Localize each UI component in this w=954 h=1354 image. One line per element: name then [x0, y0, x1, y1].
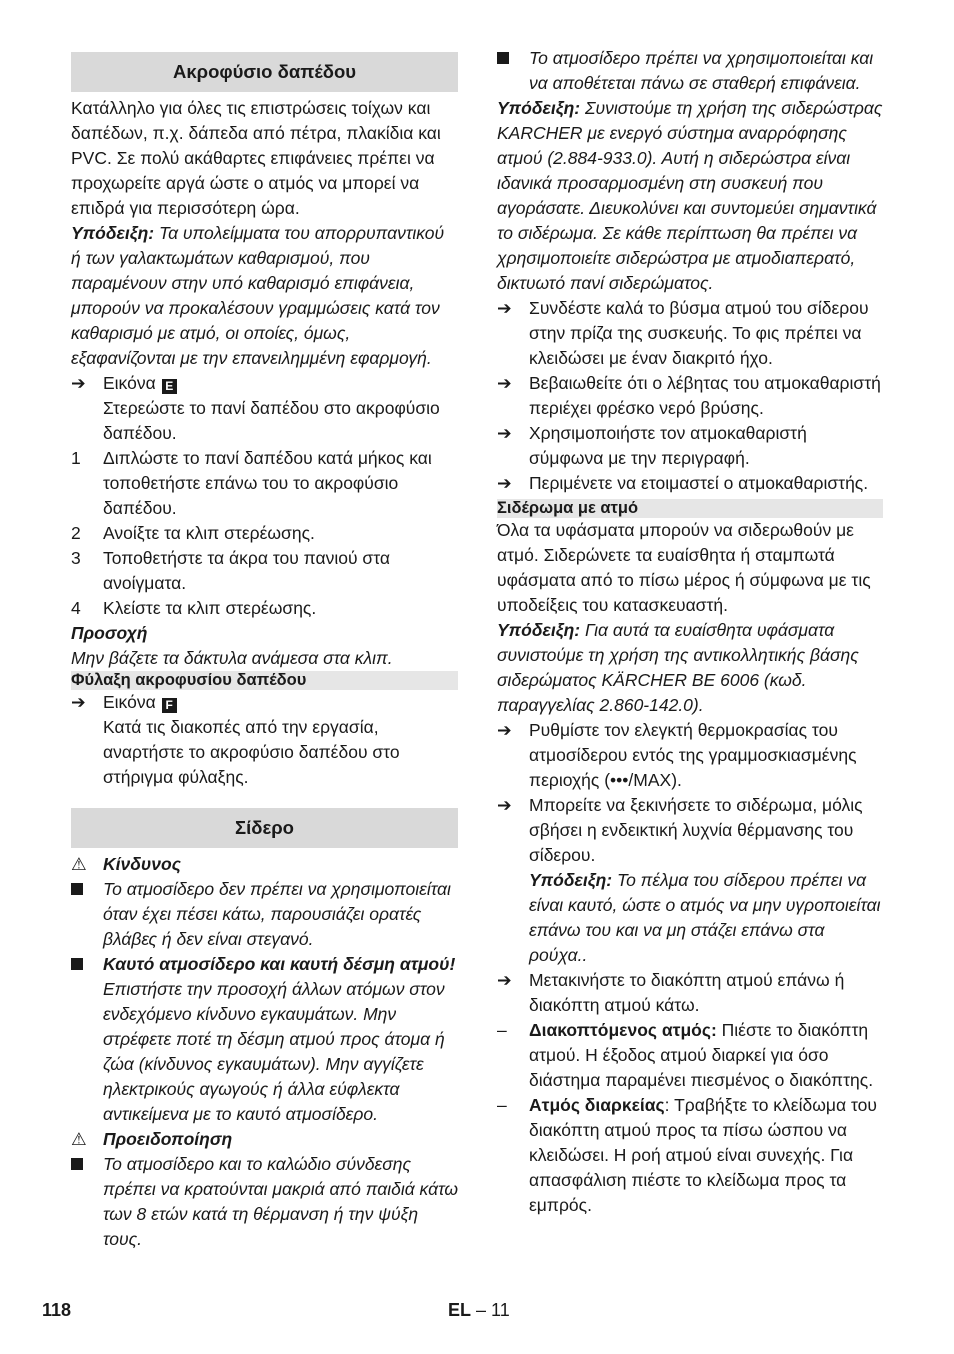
- arrow-icon: ➔: [497, 720, 512, 740]
- note-text: Τα υπολείμματα του απορρυπαντικού ή των γαλακτωμάτων καθαρισμού, που παραμένουν στην υπό καθαρισμό επιφάνεια, μπορούν να προκαλέσουν γραμμώσεις κατά τον καθαρισμό με ατμό, οι οποίες, όμως, εξαφανίζονται με την επανειλημμένη εφαρμογή.: [71, 223, 445, 368]
- figure-label: Εικόνα: [103, 373, 156, 393]
- instruction-item: ➔ Χρησιμοποιήστε τον ατμοκαθαριστή σύμφωνα με την περιγραφή.: [497, 421, 883, 471]
- bullet-item: Το ατμοσίδερο δεν πρέπει να χρησιμοποιείται όταν έχει πέσει κάτω, παρουσιάζει ορατές βλάβες ή δεν είναι στεγανό.: [71, 877, 458, 952]
- subheading-steam-ironing: Σιδέρωμα με ατμό: [497, 499, 883, 518]
- instruction-item: ➔ Συνδέστε καλά το βύσμα ατμού του σίδερου στην πρίζα της συσκευής. Το φις πρέπει να κλειδώσει με έναν διακριτό ήχο.: [497, 296, 883, 371]
- square-bullet-icon: [71, 958, 83, 970]
- subheading-storage: Φύλαξη ακροφυσίου δαπέδου: [71, 671, 458, 690]
- arrow-icon: ➔: [497, 795, 512, 815]
- left-column: [71, 52, 458, 1252]
- arrow-icon: ➔: [497, 970, 512, 990]
- instruction-text: Στερεώστε το πανί δαπέδου στο ακροφύσιο δαπέδου.: [103, 398, 440, 443]
- section-heading-floor-nozzle: Ακροφύσιο δαπέδου: [71, 52, 458, 92]
- dash-marker: –: [497, 1020, 507, 1040]
- step-item: [71, 546, 458, 596]
- figure-letter-badge: F: [162, 698, 177, 713]
- note: Υπόδειξη: Για αυτά τα ευαίσθητα υφάσματα συνιστούμε τη χρήση της αντικολλητικής βάσης σιδερώματος KÄRCHER BE 6006 (κωδ. παραγγελίας 2.860-142.0).: [497, 620, 859, 715]
- arrow-icon: ➔: [71, 692, 86, 712]
- step-number: 2: [71, 523, 81, 543]
- step-number: 4: [71, 598, 81, 618]
- instruction-list: [497, 296, 883, 496]
- step-text: Ανοίξτε τα κλιπ στερέωσης.: [103, 523, 315, 543]
- warning-triangle-icon: ⚠: [71, 1129, 87, 1149]
- step-text: Τοποθετήστε τα άκρα του πανιού στα ανοίγματα.: [103, 548, 390, 593]
- page-number: 118: [42, 1300, 72, 1320]
- figure-ref: [71, 371, 458, 396]
- step-number: 1: [71, 448, 81, 468]
- dash-marker: –: [497, 1095, 507, 1115]
- caution-text: Μην βάζετε τα δάκτυλα ανάμεσα στα κλιπ.: [71, 648, 393, 668]
- step-text: Κλείστε τα κλιπ στερέωσης.: [103, 598, 317, 618]
- section-heading-iron: Σίδερο: [71, 808, 458, 848]
- figure-ref: [71, 690, 458, 715]
- danger-label: Κίνδυνος: [103, 854, 181, 874]
- square-bullet-icon: [71, 1158, 83, 1170]
- bullet-item: Το ατμοσίδερο και το καλώδιο σύνδεσης πρέπει να κρατούνται μακριά από παιδιά κάτω των 8 ετών κατά τη θέρμανση ή την ψύξη τους.: [71, 1152, 458, 1252]
- right-column: [497, 46, 883, 1218]
- numbered-steps: [71, 446, 458, 621]
- step-item: [71, 521, 458, 546]
- bullet-item: Καυτό ατμοσίδερο και καυτή δέσμη ατμού! Επιστήστε την προσοχή άλλων ατόμων στον ενδεχόμενο κίνδυνο εγκαυμάτων. Μην στρέφετε ποτέ τη δέσμη ατμού προς άτομα ή ζώα (κίνδυνος εγκαυμάτων). Μην αγγίζετε ηλεκτρικούς αγωγούς ή άλλα εύφλεκτα αντικείμενα με το καυτό ατμοσίδερο.: [71, 952, 458, 1127]
- arrow-icon: ➔: [71, 373, 86, 393]
- step-number: 3: [71, 548, 81, 568]
- instruction-text: Κατά τις διακοπές από την εργασία, αναρτήστε το ακροφύσιο δαπέδου στο στήριγμα φύλαξης.: [103, 717, 400, 787]
- note: [71, 221, 458, 371]
- warning-triangle-icon: ⚠: [71, 854, 87, 874]
- note: Υπόδειξη: Συνιστούμε τη χρήση της σιδερώστρας KARCHER με ενεργό σύστημα αναρρόφησης ατμού (2.884-933.0). Αυτή η σιδερώστρα είναι ιδανικά προσαρμοσμένη στη συσκευή που αγοράσατε. Διευκολύνει και συντομεύει σημαντικά το σιδέρωμα. Σε κάθε περίπτωση θα πρέπει να χρησιμοποιείτε σιδερώστρα με ατμοδιαπερατό, δικτυωτό πανί σιδερώματος.: [497, 98, 883, 293]
- step-text: Διπλώστε το πανί δαπέδου κατά μήκος και τοποθετήστε επάνω του το ακροφύσιο δαπέδου.: [103, 448, 432, 518]
- arrow-icon: ➔: [497, 298, 512, 318]
- arrow-icon: ➔: [497, 473, 512, 493]
- instruction-item: ➔ Περιμένετε να ετοιμαστεί ο ατμοκαθαριστής.: [497, 471, 883, 496]
- caution-label: Προσοχή: [71, 623, 148, 643]
- footer-lang: EL – 11: [448, 1300, 510, 1320]
- step-item: [71, 446, 458, 521]
- dash-item: – Ατμός διαρκείας: Τραβήξτε το κλείδωμα του διακόπτη ατμού προς τα πίσω ώσπου να κλειδώσει. Η ροή ατμού είναι συνεχής. Για απασφάλιση πιέστε το κλείδωμα προς τα εμπρός.: [497, 1093, 883, 1218]
- dash-item: – Διακοπτόμενος ατμός: Πιέστε το διακόπτη ατμού. Η έξοδος ατμού διαρκεί για όσο διάστημα παραμένει πιεσμένος ο διακόπτης.: [497, 1018, 883, 1093]
- paragraph: Όλα τα υφάσματα μπορούν να σιδερωθούν με ατμό. Σιδερώνετε τα ευαίσθητα ή σταμπωτά υφάσματα από το πίσω μέρος ή σύμφωνα με τις υποδείξεις του κατασκευαστή.: [497, 520, 871, 615]
- bullet-item: Το ατμοσίδερο πρέπει να χρησιμοποιείται και να αποθέτεται πάνω σε σταθερή επιφάνεια.: [497, 46, 883, 96]
- instruction-item: ➔ Μπορείτε να ξεκινήσετε το σιδέρωμα, μόλις σβήσει η ενδεικτική λυχνία θέρμανσης του σίδερου.: [497, 793, 883, 868]
- instruction-item: ➔ Μετακινήστε το διακόπτη ατμού επάνω ή διακόπτη ατμού κάτω.: [497, 968, 883, 1018]
- figure-label: Εικόνα: [103, 692, 156, 712]
- instruction-item: ➔ Βεβαιωθείτε ότι ο λέβητας του ατμοκαθαριστή περιέχει φρέσκο νερό βρύσης.: [497, 371, 883, 421]
- figure-letter-badge: E: [162, 379, 177, 394]
- square-bullet-icon: [71, 883, 83, 895]
- arrow-icon: ➔: [497, 423, 512, 443]
- step-item: [71, 596, 458, 621]
- arrow-icon: ➔: [497, 373, 512, 393]
- note: Υπόδειξη: Το πέλμα του σίδερου πρέπει να είναι καυτό, ώστε ο ατμός να μην υγροποιείται επάνω του και να μη στάζει επάνω στα ρούχα..: [529, 870, 881, 965]
- warning-label: Προειδοποίηση: [103, 1129, 233, 1149]
- instruction-item: ➔ Ρυθμίστε τον ελεγκτή θερμοκρασίας του ατμοσίδερου εντός της γραμμοσκιασμένης περιοχής (•••/MAX).: [497, 718, 883, 793]
- square-bullet-icon: [497, 52, 509, 64]
- note-label: Υπόδειξη:: [71, 223, 155, 243]
- paragraph: Κατάλληλο για όλες τις επιστρώσεις τοίχων και δαπέδων, π.χ. δάπεδα από πέτρα, πλακίδια και PVC. Σε πολύ ακάθαρτες επιφάνειες πρέπει να προχωρείτε αργά ώστε ο ατμός να μπορεί να επιδρά για περισσότερη ώρα.: [71, 98, 441, 218]
